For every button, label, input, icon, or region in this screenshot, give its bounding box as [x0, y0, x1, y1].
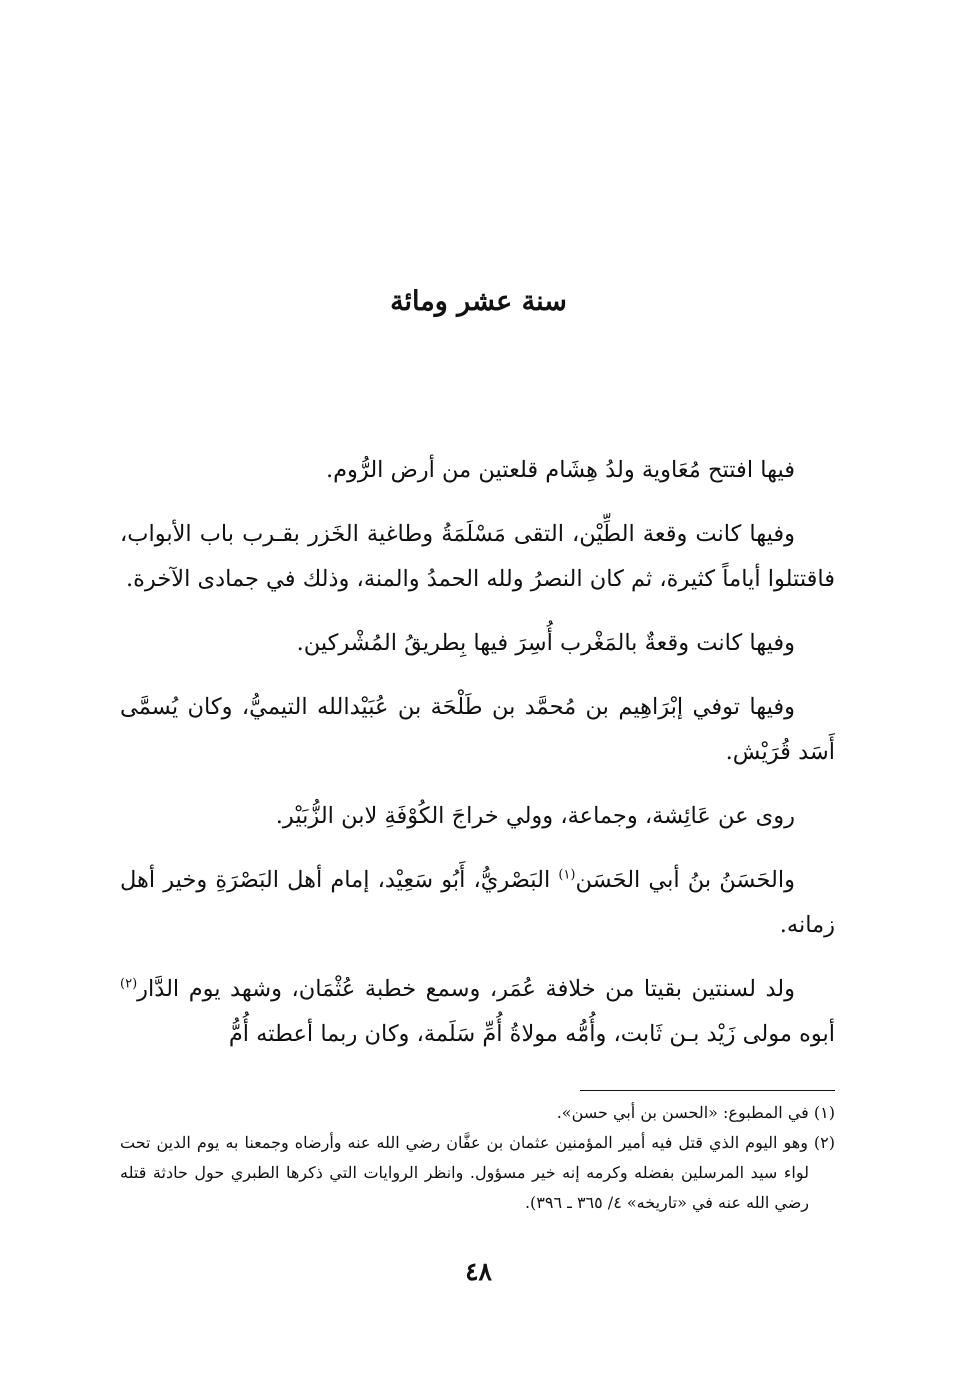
paragraph-narration: روى عن عَائِشة، وجماعة، وولي خراجَ الكُوْفَةِ لابن الزُّبَيْر.: [275, 803, 795, 829]
section-heading: سنة عشر ومائة: [390, 286, 567, 317]
footnote-ref-1[interactable]: (١): [558, 867, 576, 883]
birth-text-start: ولد لسنتين بقيتا من خلافة عُمَر، وسمع خطبة عُثْمَان، وشهد يوم الدَّار: [137, 976, 795, 1002]
footnote-separator: [580, 1090, 835, 1091]
footnote-2: (٢) وهو اليوم الذي قتل فيه أمير المؤمنين عثمان بن عفَّان رضي الله عنه وأرضاه وجمعنا به يوم الدين تحت لواء سيد المرسلين بفضله وكرمه إنه خير مسؤول. وانظر الروايات التي ذكرها الطبري حول حادثة قتله رضي الله عنه في «تاريخه» ٤/ ٣٦٥ ـ ٣٩٦).: [120, 1133, 836, 1212]
paragraph-hasan: [120, 858, 835, 948]
main-text: [120, 448, 835, 1057]
page-number: ٤٨: [465, 1257, 492, 1286]
paragraph-battle-tin: وفيها كانت وقعة الطِّيْن، التقى مَسْلَمَةُ وطاغية الخَزر بقـرب باب الأبواب، فاقتتلوا أياماً كثيرة، ثم كان النصرُ ولله الحمدُ والمنة، وذلك في جمادى الآخرة.: [120, 521, 835, 592]
hasan-text-end: البَصْريُّ، أَبُو سَعِيْد، إمام أهل البَصْرَةِ وخير أهل زمانه.: [120, 867, 835, 938]
paragraph-birth: [120, 967, 835, 1057]
paragraph-maghrib: وفيها كانت وقعةٌ بالمَغْرب أُسِرَ فيها بِطريقُ المُشْركين.: [296, 630, 795, 656]
footnote-1: (١) في المطبوع: «الحسن بن أبي حسن».: [556, 1103, 835, 1122]
birth-text-end: أبوه مولى زَيْد بـن ثَابت، وأُمُّه مولاةُ أُمِّ سَلَمة، وكان ربما أعطته أُمُّ: [228, 1021, 835, 1047]
footnotes: [120, 1098, 835, 1218]
paragraph-conquest: فيها افتتح مُعَاوية ولدُ هِشَام قلعتين من أرض الرُّوم.: [325, 457, 795, 483]
paragraph-ibrahim: وفيها توفي إبْرَاهِيم بن مُحمَّد بن طَلْحَة بن عُبَيْدالله التيميُّ، وكان يُسمَّى أَسَد قُرَيْش.: [120, 694, 835, 765]
footnote-ref-2[interactable]: (٢): [120, 976, 138, 992]
hasan-text-start: والحَسَنُ بنُ أبي الحَسَن: [575, 867, 796, 893]
